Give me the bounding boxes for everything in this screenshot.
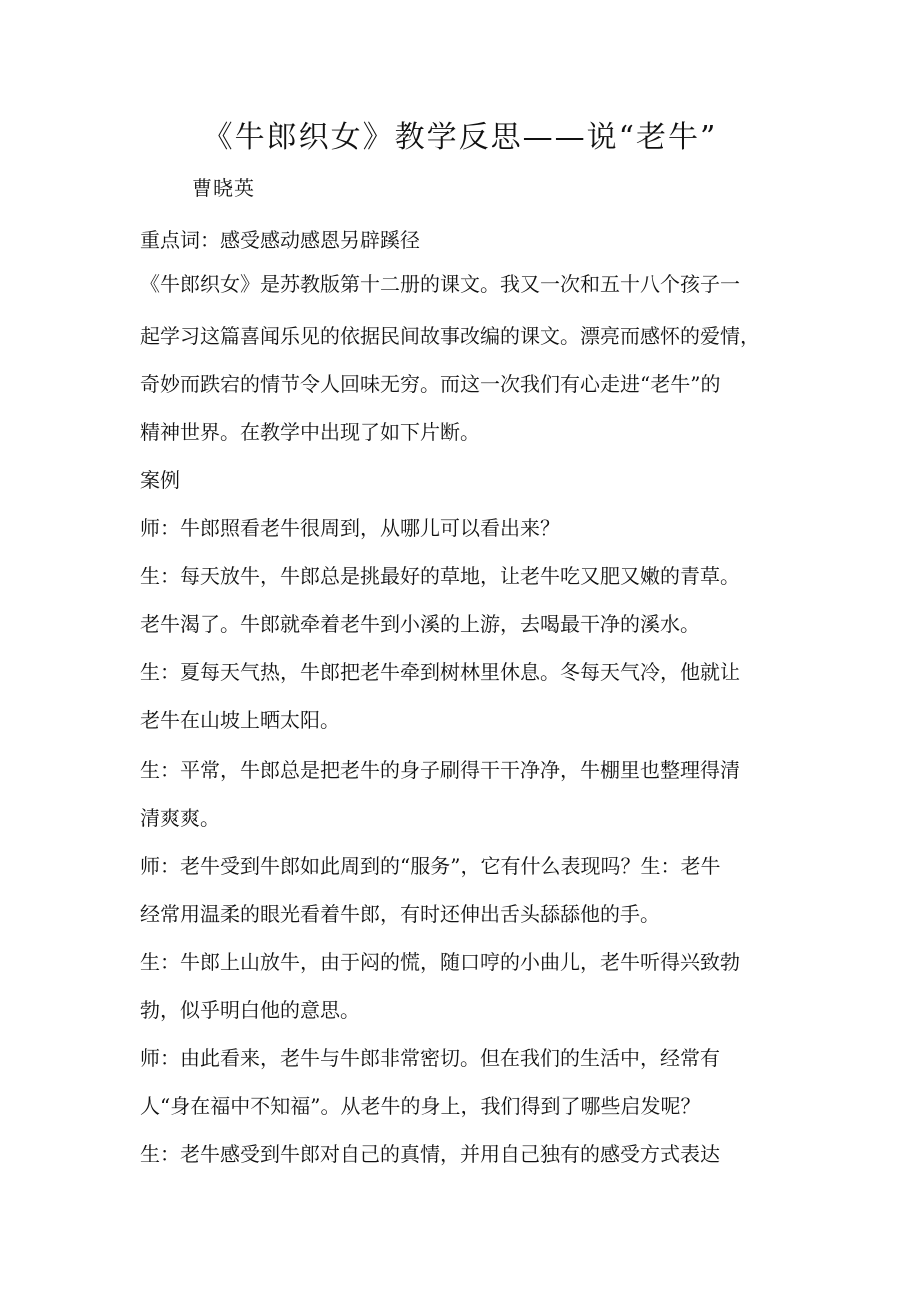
paragraph-line: 奇妙而跌宕的情节令人回味无穷。而这一次我们有心走进“老牛”的: [140, 372, 721, 396]
dialogue-line: 老牛在山坡上晒太阳。: [140, 708, 340, 732]
document-title: 《牛郎织女》教学反思——说“老牛”: [202, 120, 718, 155]
document-author: 曹晓英: [192, 176, 255, 200]
dialogue-line: 生：牛郎上山放牛，由于闷的慌，随口哼的小曲儿，老牛听得兴致勃: [140, 950, 740, 974]
paragraph-line: 《牛郎织女》是苏教版第十二册的课文。我又一次和五十八个孩子一: [140, 272, 740, 296]
section-heading: 案例: [140, 468, 180, 492]
dialogue-line: 经常用温柔的眼光看着牛郎，有时还伸出舌头舔舔他的手。: [140, 902, 660, 926]
dialogue-line: 师：牛郎照看老牛很周到，从哪儿可以看出来？: [140, 516, 560, 540]
dialogue-line: 师：老牛受到牛郎如此周到的“服务”，它有什么表现吗？生：老牛: [140, 854, 721, 878]
paragraph-line: 精神世界。在教学中出现了如下片断。: [140, 420, 480, 444]
dialogue-line: 生：每天放牛，牛郎总是挑最好的草地，让老牛吃又肥又嫩的青草。: [140, 564, 740, 588]
keywords-line: 重点词：感受感动感恩另辟蹊径: [140, 228, 420, 252]
dialogue-line: 人“身在福中不知福”。从老牛的身上，我们得到了哪些启发呢？: [140, 1094, 701, 1118]
dialogue-line: 勃，似乎明白他的意思。: [140, 998, 360, 1022]
dialogue-line: 生：老牛感受到牛郎对自己的真情，并用自己独有的感受方式表达: [140, 1142, 720, 1166]
paragraph-line: 起学习这篇喜闻乐见的依据民间故事改编的课文。漂亮而感怀的爱情，: [140, 324, 760, 348]
dialogue-line: 生：平常，牛郎总是把老牛的身子刷得干干净净，牛棚里也整理得清: [140, 758, 740, 782]
dialogue-line: 师：由此看来，老牛与牛郎非常密切。但在我们的生活中，经常有: [140, 1046, 720, 1070]
dialogue-line: 生：夏每天气热，牛郎把老牛牵到树林里休息。冬每天气冷，他就让: [140, 660, 740, 684]
dialogue-line: 清爽爽。: [140, 806, 220, 830]
dialogue-line: 老牛渴了。牛郎就牵着老牛到小溪的上游，去喝最干净的溪水。: [140, 612, 700, 636]
